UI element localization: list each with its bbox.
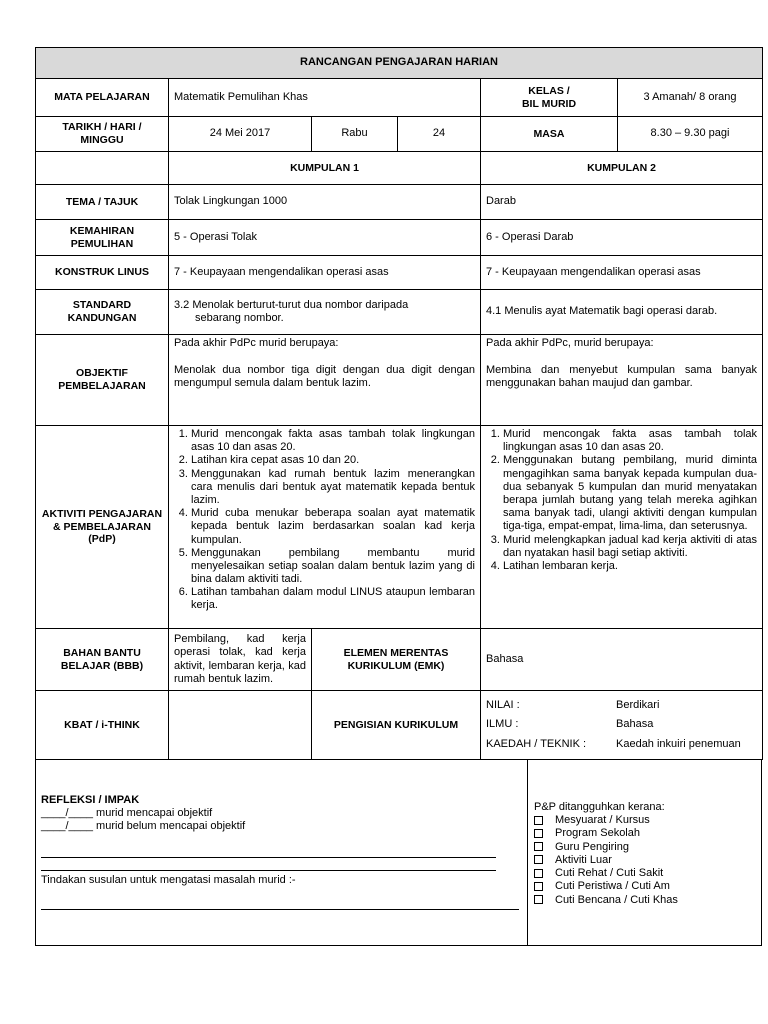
k2-aktiviti-item: 1. Murid mencongak fakta asas tambah tolak lingkungan asas 10 dan asas 20.: [503, 428, 757, 454]
k1-objektif: [169, 335, 481, 426]
emk-value: Bahasa: [481, 629, 763, 691]
k1-objektif-text: Menolak dua nombor tiga digit dengan dua digit dengan mengumpul semula dalam bentuk lazim.: [174, 364, 475, 390]
pengisian-table: [481, 696, 762, 754]
document-title: RANCANGAN PENGAJARAN HARIAN: [36, 48, 763, 79]
tarikh-label: [36, 117, 169, 152]
masa-value: 8.30 – 9.30 pagi: [618, 117, 763, 152]
refleksi-section: [35, 759, 762, 946]
k1-objektif-intro: Pada akhir PdPc murid berupaya:: [174, 337, 339, 349]
k1-aktiviti-item: 4. Murid cuba menukar beberapa soalan ayat matematik kepada bentuk lazim berdasarkan soalan kad kerja kumpulan.: [191, 507, 475, 547]
k2-aktiviti: [481, 426, 763, 629]
refleksi-line-2[interactable]: [41, 870, 496, 871]
refleksi-mencapai: ____/____ murid mencapai objektif: [41, 807, 213, 819]
aktiviti-label: AKTIVITI PENGAJARAN & PEMBELAJARAN (PdP): [36, 426, 169, 629]
ditangguhkan-item[interactable]: [534, 841, 678, 854]
k1-tema: Tolak Lingkungan 1000: [169, 185, 481, 220]
hari-value: Rabu: [312, 117, 398, 152]
ditangguhkan-item[interactable]: [534, 814, 678, 827]
masa-label: MASA: [481, 117, 618, 152]
k1-standard-line-1: 3.2 Menolak berturut-turut dua nombor daripada: [174, 298, 409, 311]
kelas-value: 3 Amanah/ 8 orang: [618, 79, 763, 117]
k2-objektif-intro: Pada akhir PdPc, murid berupaya:: [486, 337, 654, 349]
refleksi-line-1[interactable]: [41, 857, 496, 858]
tindakan-line[interactable]: [41, 909, 519, 910]
refleksi-belum-mencapai: ____/____ murid belum mencapai objektif: [41, 820, 246, 832]
refleksi-panel: [36, 759, 528, 945]
kaedah-label: KAEDAH / TEKNIK :: [486, 737, 587, 750]
tindakan-susulan-label: Tindakan susulan untuk mengatasi masalah murid :-: [41, 874, 296, 886]
k2-kemahiran: 6 - Operasi Darab: [481, 220, 763, 256]
checkbox-icon[interactable]: [534, 816, 543, 825]
k1-aktiviti-item: 5. Menggunakan pembilang membantu murid menyelesaikan setiap soalan dalam bentuk lazim yang di bina dalam aktiviti tadi.: [191, 547, 475, 587]
ditangguhkan-label: Aktiviti Luar: [555, 853, 612, 866]
k2-konstruk: 7 - Keupayaan mengendalikan operasi asas: [481, 256, 763, 290]
ditangguhkan-item[interactable]: [534, 854, 678, 867]
k1-aktiviti-item: 3. Menggunakan kad rumah bentuk lazim menerangkan cara menulis dari bentuk ayat matematik kepada bentuk lazim.: [191, 468, 475, 508]
ditangguhkan-label: Mesyuarat / Kursus: [555, 814, 650, 826]
mata-pelajaran-label: MATA PELAJARAN: [36, 79, 169, 117]
k1-konstruk: 7 - Keupayaan mengendalikan operasi asas: [169, 256, 481, 290]
ditangguhkan-item[interactable]: [534, 880, 678, 893]
k2-objektif-text: Membina dan menyebut kumpulan sama banyak menggunakan bahan maujud dan gambar.: [486, 364, 758, 390]
ilmu-label: ILMU :: [486, 718, 519, 731]
ditangguhkan-list: [534, 814, 678, 907]
elemen-label: ELEMEN MERENTAS KURIKULUM (EMK): [312, 629, 481, 691]
kelas-label: [481, 79, 618, 117]
standard-label: STANDARD KANDUNGAN: [36, 290, 169, 335]
konstruk-label: KONSTRUK LINUS: [36, 256, 169, 290]
k1-aktiviti-item: 6. Latihan tambahan dalam modul LINUS ataupun lembaran kerja.: [191, 586, 475, 612]
kaedah-value: Kaedah inkuiri penemuan: [616, 737, 741, 750]
ditangguhkan-panel: [528, 759, 761, 945]
ditangguhkan-label: Cuti Bencana / Cuti Khas: [555, 893, 678, 906]
ditangguhkan-label: Program Sekolah: [555, 827, 640, 840]
checkbox-icon[interactable]: [534, 855, 543, 864]
nilai-label: NILAI :: [486, 699, 520, 712]
lesson-plan-table: [35, 47, 763, 760]
refleksi-title: REFLEKSI / IMPAK: [41, 794, 140, 806]
tarikh-label-1: TARIKH / HARI /: [62, 121, 142, 134]
bahan-label: BAHAN BANTU BELAJAR (BBB): [36, 629, 169, 691]
ditangguhkan-label: Cuti Rehat / Cuti Sakit: [555, 867, 664, 880]
pengisian-label: PENGISIAN KURIKULUM: [312, 691, 481, 760]
kumpulan-2-header: KUMPULAN 2: [481, 152, 763, 185]
k2-aktiviti-item: 3. Murid melengkapkan jadual kad kerja aktiviti di atas dan nyatakan hasil bagi setiap aktiviti.: [503, 534, 757, 560]
kbat-label: KBAT / i-THINK: [36, 691, 169, 760]
kbat-value: [169, 691, 312, 760]
ditangguhkan-label: Guru Pengiring: [555, 840, 629, 853]
k1-aktiviti-item: 2. Latihan kira cepat asas 10 dan 20.: [191, 454, 475, 467]
objektif-label: OBJEKTIF PEMBELAJARAN: [36, 335, 169, 426]
k2-aktiviti-item: 4. Latihan lembaran kerja.: [503, 560, 757, 573]
k1-standard: [169, 290, 481, 335]
ditangguhkan-item[interactable]: [534, 867, 678, 880]
ditangguhkan-title: P&P ditangguhkan kerana:: [534, 801, 665, 813]
k2-tema: Darab: [481, 185, 763, 220]
tema-label: TEMA / TAJUK: [36, 185, 169, 220]
ditangguhkan-label: Cuti Peristiwa / Cuti Am: [555, 880, 670, 893]
k1-standard-line-2: sebarang nombor.: [195, 312, 284, 324]
kemahiran-label: KEMAHIRAN PEMULIHAN: [36, 220, 169, 256]
k2-aktiviti-item: 2. Menggunakan butang pembilang, murid diminta mengagihkan sama banyak kepada kumpulan dua-dua sebanyak 5 kumpulan dan murid menyatakan berapa jumlah butang yang telah mereka agihkan sama banyak tadi, ulangi aktiviti dengan kumpulan tiga-tiga, empat-empat, lima-lima, dan seterusnya.: [503, 454, 757, 533]
pengisian-kurikulum: [481, 691, 763, 760]
ditangguhkan-item[interactable]: [534, 827, 678, 840]
nilai-value: Berdikari: [616, 699, 660, 712]
tarikh-label-2: MINGGU: [80, 134, 124, 146]
kelas-label-1: KELAS /: [528, 84, 570, 97]
kumpulan-1-header: KUMPULAN 1: [169, 152, 481, 185]
blank-cell: [36, 152, 169, 185]
k1-aktiviti: [169, 426, 481, 629]
checkbox-icon[interactable]: [534, 895, 543, 904]
k1-kemahiran: 5 - Operasi Tolak: [169, 220, 481, 256]
ditangguhkan-item[interactable]: [534, 894, 678, 907]
k2-objektif: [481, 335, 763, 426]
bbb-value: Pembilang, kad kerja operasi tolak, kad kerja aktivit, lembaran kerja, kad rumah bentuk lazim.: [169, 629, 312, 691]
checkbox-icon[interactable]: [534, 842, 543, 851]
checkbox-icon[interactable]: [534, 869, 543, 878]
tarikh-value: 24 Mei 2017: [169, 117, 312, 152]
k2-aktiviti-list: [486, 428, 757, 573]
kelas-label-2: BIL MURID: [521, 97, 577, 110]
k1-aktiviti-list: [174, 428, 475, 613]
ilmu-value: Bahasa: [616, 718, 654, 731]
checkbox-icon[interactable]: [534, 829, 543, 838]
k1-aktiviti-item: 1. Murid mencongak fakta asas tambah tolak lingkungan asas 10 dan asas 20.: [191, 428, 475, 454]
minggu-value: 24: [398, 117, 481, 152]
mata-pelajaran-value: Matematik Pemulihan Khas: [169, 79, 481, 117]
k2-standard: 4.1 Menulis ayat Matematik bagi operasi darab.: [481, 290, 763, 335]
checkbox-icon[interactable]: [534, 882, 543, 891]
